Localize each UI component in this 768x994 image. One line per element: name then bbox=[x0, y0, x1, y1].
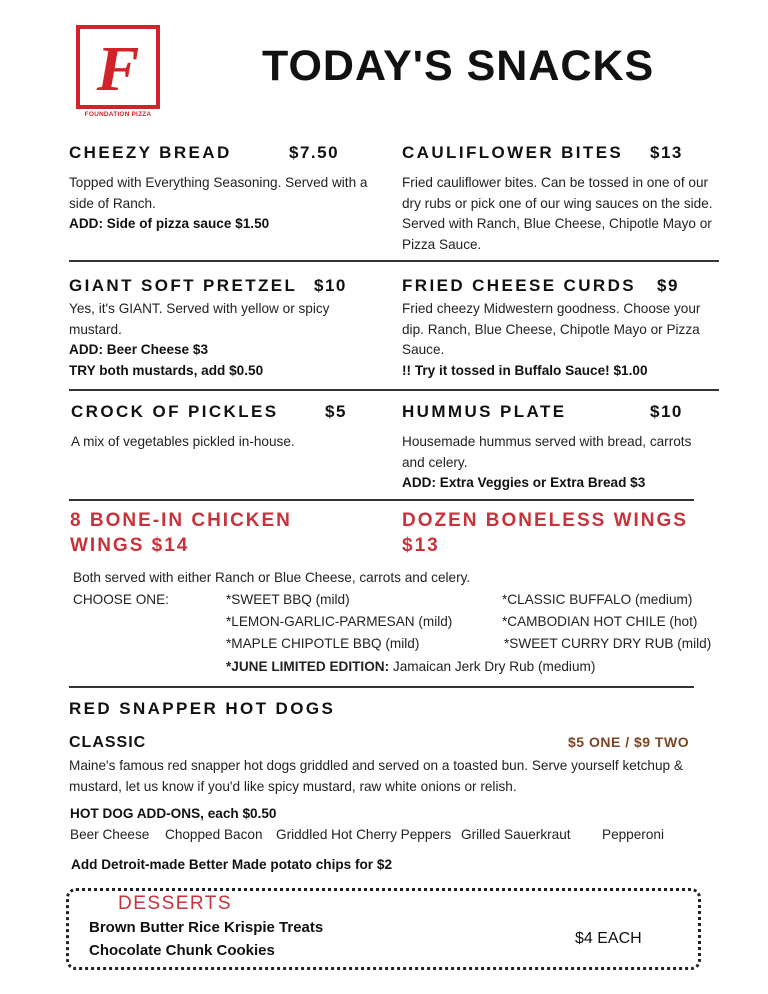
limited-label: *JUNE LIMITED EDITION: bbox=[226, 659, 390, 674]
curds-title: FRIED CHEESE CURDS bbox=[402, 276, 637, 295]
wings-served-with: Both served with either Ranch or Blue Cheese, carrots and celery. bbox=[73, 570, 471, 585]
limited-value: Jamaican Jerk Dry Rub (medium) bbox=[392, 659, 596, 674]
addon-item: Grilled Sauerkraut bbox=[461, 827, 571, 842]
logo-letter: F bbox=[96, 33, 140, 104]
sauce-option: *LEMON-GARLIC-PARMESAN (mild) bbox=[226, 614, 453, 629]
desc-line: dip. Ranch, Blue Cheese, Chipotle Mayo or Pizza bbox=[402, 321, 700, 337]
wings-title-line: WINGS $14 bbox=[70, 535, 190, 556]
dessert-item: Brown Butter Rice Krispie Treats bbox=[89, 919, 324, 936]
wings-title-line: DOZEN BONELESS WINGS bbox=[402, 510, 688, 531]
addon-item: Beer Cheese bbox=[70, 827, 150, 842]
cauliflower-desc bbox=[402, 173, 722, 256]
bone-in-wings-title bbox=[70, 508, 292, 558]
addon-line: !! Try it tossed in Buffalo Sauce! $1.00 bbox=[402, 363, 648, 379]
cheezy-bread-title: CHEEZY BREAD bbox=[69, 143, 232, 162]
pretzel-price: $10 bbox=[314, 276, 347, 295]
addon-item: Pepperoni bbox=[602, 827, 664, 842]
sauce-option: *SWEET CURRY DRY RUB (mild) bbox=[504, 636, 712, 651]
hummus-price: $10 bbox=[650, 402, 683, 421]
addons-heading: HOT DOG ADD-ONS, each $0.50 bbox=[70, 806, 277, 821]
classic-title: CLASSIC bbox=[69, 734, 147, 751]
classic-price: $5 ONE / $9 TWO bbox=[568, 734, 690, 750]
boneless-wings-title bbox=[402, 508, 688, 558]
pretzel-title: GIANT SOFT PRETZEL bbox=[69, 276, 298, 295]
desc-line: mustard. bbox=[69, 321, 122, 337]
page-title: TODAY'S SNACKS bbox=[262, 42, 655, 90]
sauce-option: *CLASSIC BUFFALO (medium) bbox=[502, 592, 693, 607]
pretzel-desc bbox=[69, 299, 379, 382]
sauce-option: *SWEET BBQ (mild) bbox=[226, 592, 350, 607]
desc-line: Fried cheezy Midwestern goodness. Choose your bbox=[402, 301, 701, 316]
desc-line: mustard, let us know if you'd like spicy mustard, raw white onions or relish. bbox=[69, 778, 517, 794]
divider bbox=[69, 260, 719, 262]
sauce-option: *MAPLE CHIPOTLE BBQ (mild) bbox=[226, 636, 420, 651]
dessert-price: $4 EACH bbox=[575, 930, 642, 947]
addon-line: ADD: Side of pizza sauce $1.50 bbox=[69, 216, 270, 232]
hummus-desc bbox=[402, 432, 722, 494]
hummus-title: HUMMUS PLATE bbox=[402, 402, 567, 421]
hot-dogs-heading: RED SNAPPER HOT DOGS bbox=[69, 699, 336, 718]
desc-line: Maine's famous red snapper hot dogs griddled and served on a toasted bun. Serve yourself ketchup & bbox=[69, 758, 683, 773]
desc-line: Served with Ranch, Blue Cheese, Chipotle Mayo or bbox=[402, 216, 712, 232]
wings-title-line: $13 bbox=[402, 535, 440, 556]
pickles-desc bbox=[71, 432, 381, 453]
choose-one-label: CHOOSE ONE: bbox=[73, 592, 169, 607]
cheezy-bread-price: $7.50 bbox=[289, 143, 340, 162]
dessert-item: Chocolate Chunk Cookies bbox=[89, 942, 275, 959]
hot-dog-desc bbox=[69, 756, 709, 797]
curds-desc bbox=[402, 299, 722, 382]
desc-line: Yes, it's GIANT. Served with yellow or spicy bbox=[69, 301, 330, 316]
desc-line: A mix of vegetables pickled in-house. bbox=[71, 434, 295, 449]
cauliflower-price: $13 bbox=[650, 143, 683, 162]
addon-line: ADD: Beer Cheese $3 bbox=[69, 342, 209, 358]
desc-line: Topped with Everything Seasoning. Served with a bbox=[69, 175, 368, 190]
divider bbox=[69, 686, 694, 688]
addon-item: Griddled Hot Cherry Peppers bbox=[276, 827, 452, 842]
desserts-heading: DESSERTS bbox=[118, 893, 233, 914]
desc-line: and celery. bbox=[402, 454, 468, 470]
addon-line: ADD: Extra Veggies or Extra Bread $3 bbox=[402, 475, 646, 491]
sauce-option: *CAMBODIAN HOT CHILE (hot) bbox=[502, 614, 698, 629]
limited-edition-sauce bbox=[226, 659, 595, 674]
cheezy-bread-desc bbox=[69, 173, 379, 235]
desc-line: Pizza Sauce. bbox=[402, 237, 482, 253]
pickles-price: $5 bbox=[325, 402, 347, 421]
pickles-title: CROCK OF PICKLES bbox=[71, 402, 279, 421]
chips-addon: Add Detroit-made Better Made potato chips for $2 bbox=[71, 857, 392, 872]
cauliflower-title: CAULIFLOWER BITES bbox=[402, 143, 624, 162]
curds-price: $9 bbox=[657, 276, 679, 295]
desc-line: Sauce. bbox=[402, 342, 445, 358]
wings-title-line: 8 BONE-IN CHICKEN bbox=[70, 510, 292, 531]
desc-line: Housemade hummus served with bread, carrots bbox=[402, 434, 692, 449]
addon-line: TRY both mustards, add $0.50 bbox=[69, 363, 264, 379]
logo bbox=[76, 25, 160, 109]
desc-line: side of Ranch. bbox=[69, 195, 156, 211]
desc-line: dry rubs or pick one of our wing sauces on the side. bbox=[402, 195, 713, 211]
addon-item: Chopped Bacon bbox=[165, 827, 263, 842]
desc-line: Fried cauliflower bites. Can be tossed in one of our bbox=[402, 175, 709, 190]
divider bbox=[394, 499, 694, 501]
logo-text: FOUNDATION PIZZA bbox=[84, 111, 152, 118]
divider bbox=[69, 389, 719, 391]
